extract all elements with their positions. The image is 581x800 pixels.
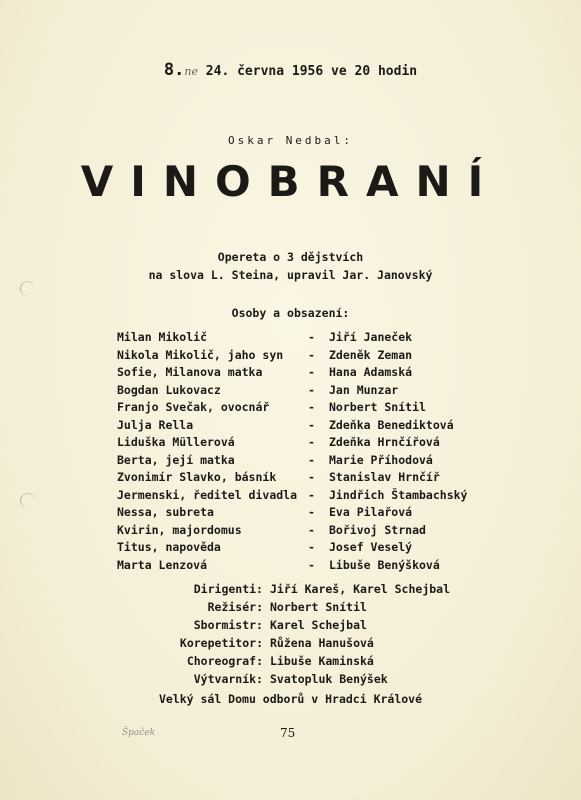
cast-row (117, 453, 497, 471)
staff-row (0, 600, 581, 618)
dash: - (308, 330, 315, 344)
dash: - (308, 470, 315, 484)
role: Sofie, Milanova matka (117, 365, 263, 379)
cast-row (117, 505, 497, 523)
staff-label: Dirigenti: (193, 582, 263, 596)
staff-value: Růžena Hanušová (270, 636, 374, 650)
role: Zvonimír Slavko, básník (117, 470, 277, 484)
staff-value: Jiří Kareš, Karel Schejbal (270, 582, 451, 596)
cast-row (117, 558, 497, 576)
role: Titus, napověda (117, 540, 221, 554)
role: Franjo Svečak, ovocnář (117, 400, 270, 414)
staff-row (0, 654, 581, 672)
dash: - (308, 347, 315, 362)
venue: Velký sál Domu odborů v Hradci Králové (158, 692, 423, 706)
dash: - (308, 557, 315, 572)
role: Marta Lenzová (117, 557, 208, 572)
role: Jermenski, ředitel divadla (117, 487, 298, 502)
role: Nikola Mikolič, jaho syn (117, 347, 284, 362)
dash: - (308, 382, 315, 397)
role: Milan Mikolič (117, 330, 208, 344)
dash: - (308, 417, 315, 432)
actor: Zdeňka Hrnčířová (329, 435, 440, 449)
staff-row (0, 672, 581, 690)
cast-row (117, 400, 497, 418)
cast-heading: Osoby a obsazení: (231, 306, 350, 320)
dash: - (308, 400, 315, 414)
actor: Josef Veselý (329, 540, 413, 554)
author: Oskar Nedbal: (227, 134, 354, 147)
staff-label: Korepetitor: (179, 636, 263, 650)
actor: Norbert Snítil (329, 400, 426, 414)
dash: - (308, 435, 315, 449)
cast-row (117, 435, 497, 453)
performance-header (0, 60, 581, 80)
dash: - (308, 452, 315, 467)
cast-row (117, 540, 497, 558)
actor: Jan Munzar (329, 382, 399, 397)
staff-value: Norbert Snítil (270, 600, 367, 614)
role: Kvirin, majordomus (117, 522, 242, 537)
role: Liduška Müllerová (117, 435, 235, 449)
cast-row (117, 488, 497, 506)
dash: - (308, 522, 315, 537)
actor: Marie Příhodová (329, 452, 433, 467)
staff-value: Libuše Kaminská (270, 654, 374, 668)
cast-row (117, 330, 497, 348)
production-staff (0, 582, 581, 690)
page-number: 75 (280, 726, 296, 740)
role: Bogdan Lukovacz (117, 382, 221, 397)
role: Julja Rella (117, 417, 194, 432)
handwritten-note: ne (184, 65, 198, 78)
actor: Zdeňka Benediktová (329, 417, 454, 432)
cast-row (117, 383, 497, 401)
dash: - (308, 365, 315, 379)
staff-value: Svatopluk Benýšek (270, 672, 388, 686)
role: Berta, její matka (117, 452, 235, 467)
subtitle-genre: Opereta o 3 dějstvích (217, 250, 364, 264)
subtitle-libretto: na slova L. Steina, upravil Jar. Janovský (148, 268, 433, 282)
dash: - (308, 540, 315, 554)
actor: Jindřich Štambachský (329, 487, 468, 502)
staff-label: Výtvarník: (193, 672, 263, 686)
staff-row (0, 636, 581, 654)
staff-row (0, 618, 581, 636)
staff-row (0, 582, 581, 600)
cast-row (117, 418, 497, 436)
performance-date: 24. června 1956 ve 20 hodin (205, 64, 418, 79)
performance-number: 8. (163, 60, 185, 80)
staff-value: Karel Schejbal (270, 618, 367, 632)
dash: - (308, 487, 315, 502)
actor: Eva Pilařová (329, 505, 413, 519)
page-title: VINOBRANÍ (80, 157, 501, 206)
staff-label: Choreograf: (186, 654, 263, 668)
actor: Jiří Janeček (329, 330, 413, 344)
punch-hole-bottom (20, 493, 35, 508)
staff-label: Režisér: (207, 600, 263, 614)
cast-row (117, 365, 497, 383)
margin-scrawl: Špaček (122, 728, 156, 738)
cast-row (117, 523, 497, 541)
actor: Libuše Benýšková (329, 557, 440, 572)
actor: Zdeněk Zeman (329, 347, 413, 362)
actor: Bořivoj Strnad (329, 522, 426, 537)
dash: - (308, 505, 315, 519)
actor: Stanislav Hrnčíř (329, 470, 440, 484)
punch-hole-top (20, 281, 35, 296)
cast-row (117, 470, 497, 488)
role: Nessa, subreta (117, 505, 214, 519)
staff-label: Sbormistr: (193, 618, 263, 632)
cast-list (117, 330, 497, 575)
actor: Hana Adamská (329, 365, 413, 379)
cast-row (117, 348, 497, 366)
